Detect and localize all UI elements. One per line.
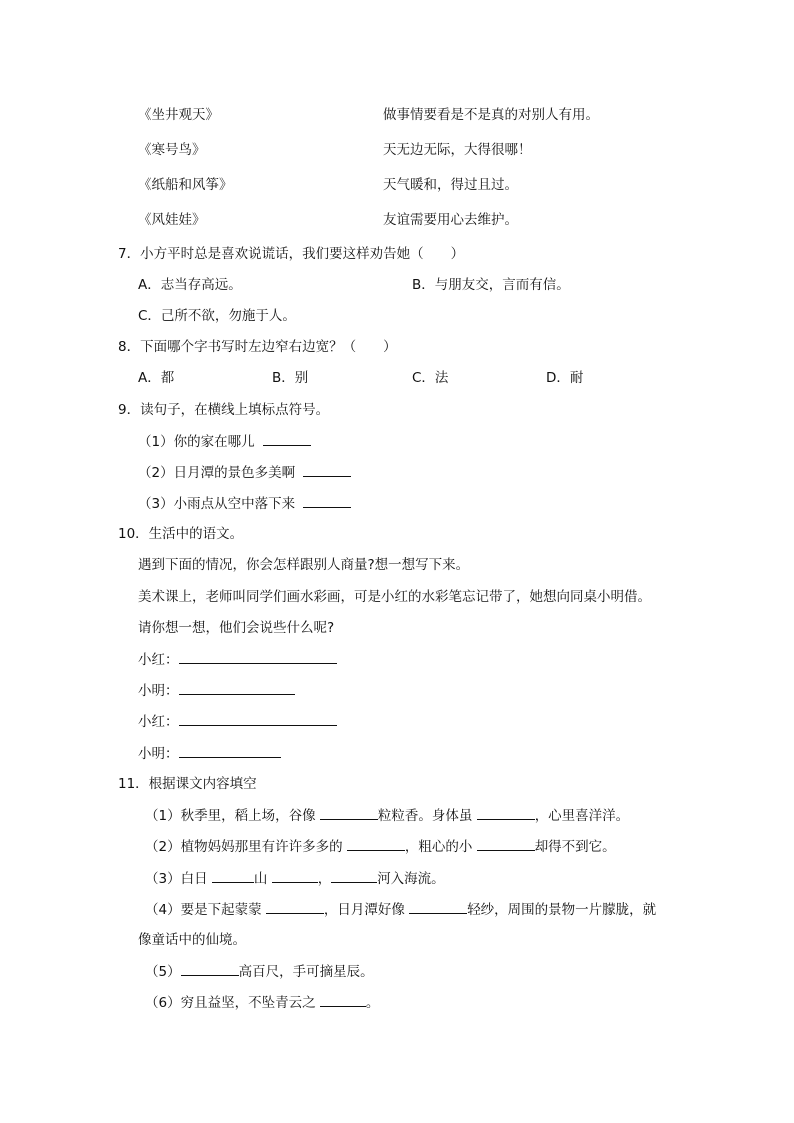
- q11-l5-text-b: 高百尺，手可摘星辰。: [238, 964, 374, 980]
- q11-l4-text-c: 轻纱，周围的景物一片朦胧，就: [467, 902, 657, 918]
- q7-option-a: A．志当存高远。: [138, 277, 242, 293]
- q11-l3-text-b: 山: [253, 871, 272, 887]
- q10-speaker-4: 小明：: [138, 746, 179, 762]
- q8-option-c: C．法: [412, 370, 449, 386]
- q11-blank-3c[interactable]: [331, 869, 377, 883]
- q9-item-2-text: （2）日月潭的景色多美啊: [138, 465, 296, 481]
- q11-stem: 11．根据课文内容填空: [118, 776, 257, 792]
- q11-line-1: [145, 806, 629, 825]
- q10-speaker-3: 小红：: [138, 714, 179, 730]
- q10-answer-blank-4[interactable]: [179, 744, 281, 758]
- q11-l6-text-a: （6）穷且益坚，不坠青云之: [145, 995, 320, 1011]
- q11-l4-text-a: （4）要是下起蒙蒙: [145, 902, 266, 918]
- q11-l3-text-d: 河入海流。: [377, 871, 445, 887]
- q10-dialog-1: [138, 650, 337, 669]
- match-right-4: 友谊需要用心去维护。: [383, 212, 518, 228]
- q8-stem: 8．下面哪个字书写时左边窄右边宽？（ ）: [118, 339, 397, 355]
- q11-l6-text-b: 。: [365, 995, 380, 1011]
- q9-item-1: [138, 432, 311, 451]
- q7-stem: 7．小方平时总是喜欢说谎话，我们要这样劝告她（ ）: [118, 246, 465, 262]
- q11-l5-text-a: （5）: [145, 964, 181, 980]
- q8-option-d: D．耐: [546, 370, 584, 386]
- q9-stem: 9．读句子，在横线上填标点符号。: [118, 402, 330, 418]
- q10-intro-3: 请你想一想，他们会说些什么呢?: [138, 620, 335, 636]
- match-left-4: 《风娃娃》: [138, 212, 206, 228]
- q10-speaker-2: 小明：: [138, 683, 179, 699]
- q11-l2-text-a: （2）植物妈妈那里有许许多多的: [145, 839, 347, 855]
- q10-stem: 10．生活中的语文。: [118, 526, 244, 542]
- q9-item-3-text: （3）小雨点从空中落下来: [138, 496, 296, 512]
- match-right-3: 天气暖和，得过且过。: [383, 177, 518, 193]
- q9-item-2: [138, 463, 351, 482]
- q9-blank-2[interactable]: [303, 463, 351, 477]
- q11-l1-text-a: （1）秋季里，稻上场，谷像: [145, 808, 320, 824]
- q11-line-3: [145, 869, 445, 888]
- q11-line-4: [145, 900, 656, 919]
- q11-blank-2b[interactable]: [477, 837, 535, 851]
- q11-blank-4a[interactable]: [266, 900, 324, 914]
- q11-blank-2a[interactable]: [347, 837, 405, 851]
- match-right-1: 做事情要看是不是真的对别人有用。: [383, 107, 599, 123]
- q9-blank-1[interactable]: [263, 432, 311, 446]
- q11-l1-text-c: ，心里喜洋洋。: [534, 808, 630, 824]
- match-left-2: 《寒号鸟》: [138, 142, 206, 158]
- match-right-2: 天无边无际，大得很哪！: [383, 142, 532, 158]
- q11-line-2: [145, 837, 616, 856]
- q11-blank-4b[interactable]: [409, 900, 467, 914]
- q8-option-a: A．都: [138, 370, 175, 386]
- q10-answer-blank-1[interactable]: [179, 650, 337, 664]
- q10-answer-blank-3[interactable]: [179, 712, 337, 726]
- q7-option-b: B．与朋友交，言而有信。: [412, 277, 570, 293]
- q8-option-b: B．别: [272, 370, 309, 386]
- q11-l2-text-c: 却得不到它。: [534, 839, 616, 855]
- q10-dialog-4: [138, 744, 281, 763]
- q11-blank-1a[interactable]: [320, 806, 378, 820]
- q11-l1-text-b: 粒粒香。身体虽: [377, 808, 477, 824]
- q9-item-1-text: （1）你的家在哪儿: [138, 434, 255, 450]
- q10-answer-blank-2[interactable]: [179, 681, 295, 695]
- q11-l3-text-a: （3）白日: [145, 871, 212, 887]
- q9-blank-3[interactable]: [303, 494, 351, 508]
- q11-line-5: [145, 962, 374, 981]
- q10-dialog-3: [138, 712, 337, 731]
- q10-speaker-1: 小红：: [138, 652, 179, 668]
- q10-intro-1: 遇到下面的情况，你会怎样跟别人商量?想一想写下来。: [138, 557, 470, 573]
- q10-intro-2: 美术课上，老师叫同学们画水彩画，可是小红的水彩笔忘记带了，她想向同桌小明借。: [138, 589, 651, 605]
- q11-blank-3b[interactable]: [272, 869, 318, 883]
- q11-blank-1b[interactable]: [477, 806, 535, 820]
- q11-line-6: [145, 993, 379, 1012]
- q11-line-4-cont: 像童话中的仙境。: [138, 932, 246, 948]
- q11-blank-3a[interactable]: [212, 869, 254, 883]
- q10-dialog-2: [138, 681, 295, 700]
- q11-blank-5a[interactable]: [181, 962, 239, 976]
- match-left-3: 《纸船和风筝》: [138, 177, 233, 193]
- q9-item-3: [138, 494, 351, 513]
- q11-l4-text-b: ，日月潭好像: [323, 902, 410, 918]
- q7-option-c: C．己所不欲，勿施于人。: [138, 308, 296, 324]
- q11-l2-text-b: ，粗心的小: [404, 839, 477, 855]
- q11-l3-text-c: ，: [317, 871, 332, 887]
- q11-blank-6a[interactable]: [320, 993, 366, 1007]
- match-left-1: 《坐井观天》: [138, 107, 219, 123]
